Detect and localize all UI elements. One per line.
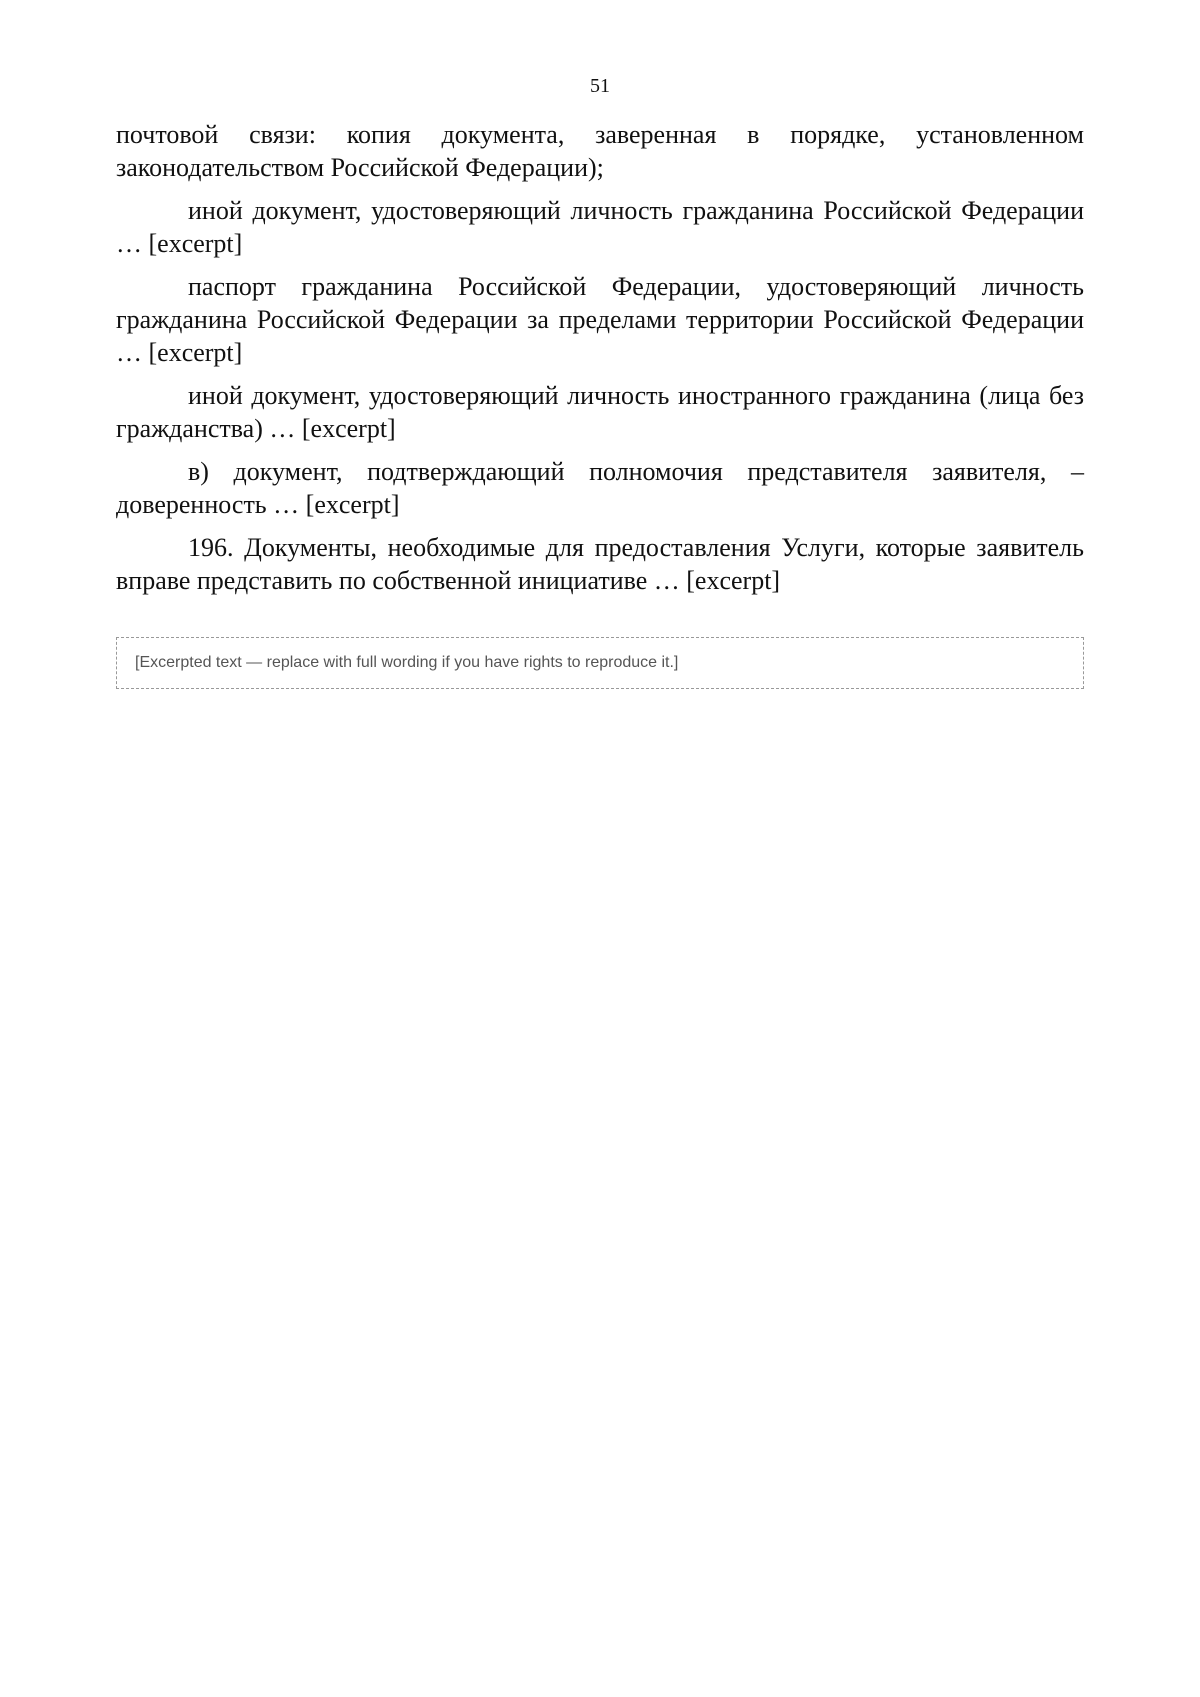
paragraph-foreign-passport: паспорт гражданина Российской Федерации, удостоверяющий личность гражданина Российской Федерации за пределами территории Российской Федерации … [excerpt]	[116, 272, 1084, 367]
placeholder-notice: [Excerpted text — replace with full wording if you have rights to reproduce it.]	[116, 637, 1084, 689]
page-number: 51	[590, 75, 610, 97]
paragraph-other-id-document: иной документ, удостоверяющий личность гражданина Российской Федерации … [excerpt]	[116, 196, 1084, 258]
paragraph-item-196: 196. Документы, необходимые для предоставления Услуги, которые заявитель вправе представить по собственной инициативе … [excerpt]	[116, 533, 1084, 595]
paragraph-continuation: почтовой связи: копия документа, заверенная в порядке, установленном законодательством Российской Федерации);	[116, 120, 1084, 182]
paragraph-representative-authority: в) документ, подтверждающий полномочия представителя заявителя, – доверенность … [excerpt]	[116, 457, 1084, 519]
paragraph-foreign-citizen-document: иной документ, удостоверяющий личность иностранного гражданина (лица без гражданства) … [excerpt]	[116, 381, 1084, 443]
